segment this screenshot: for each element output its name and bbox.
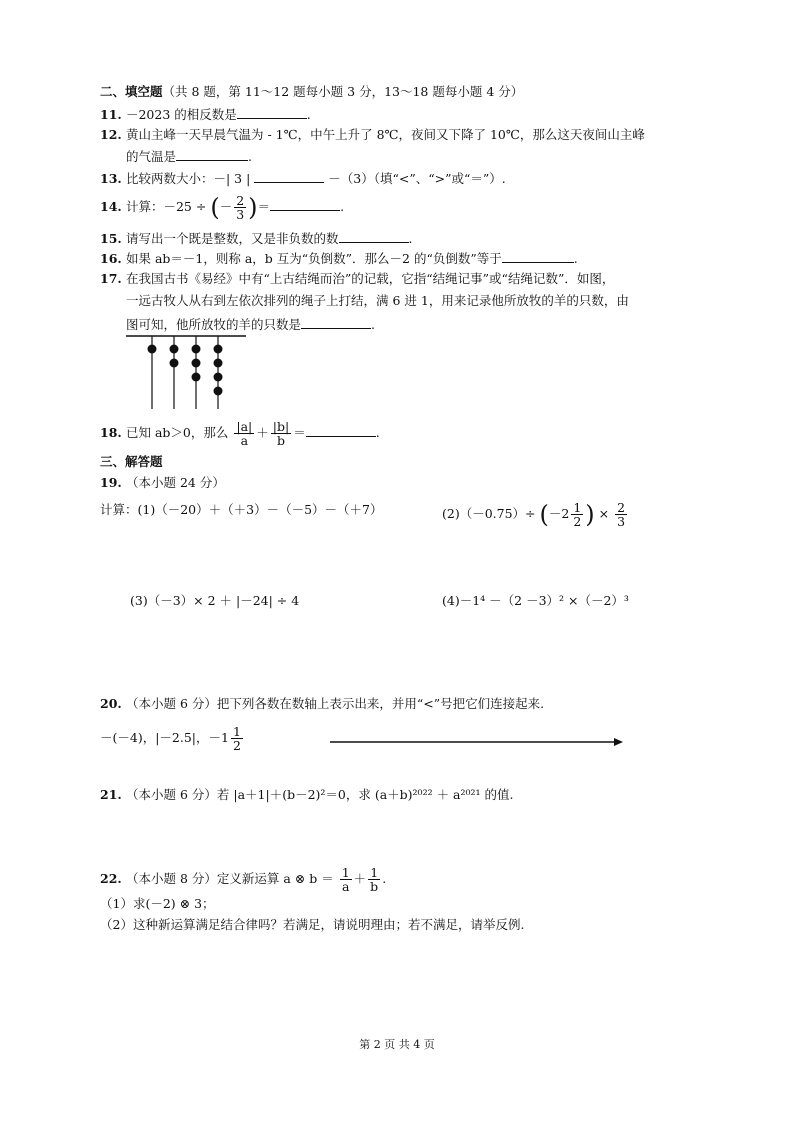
q20-text: 把下列各数在数轴上表示出来，并用“<”号把它们连接起来. bbox=[216, 696, 545, 711]
section-3-title: 三、解答题 bbox=[100, 454, 163, 469]
q19-part2: (2)（－0.75）÷ (－2 $\frac{1}{2}$ ) × $\frac{2}{3}$ bbox=[442, 500, 626, 529]
section-2-title: 二、填空题 bbox=[100, 84, 163, 99]
q14-answer-blank bbox=[270, 196, 340, 211]
q22-sub2: （2）这种新运算满足结合律吗？若满足，请说明理由；若不满足，请举反例. bbox=[100, 917, 525, 932]
q18-plus: ＋ bbox=[256, 425, 269, 440]
q17-end: . bbox=[371, 317, 375, 332]
section-2-note: （共 8 题，第 11～12 题每小题 3 分，13～18 题每小题 4 分） bbox=[162, 84, 524, 99]
q14-equals: ＝ bbox=[257, 199, 271, 214]
question-17-line3 bbox=[126, 314, 375, 334]
q19-part2-pre: (2)（－0.75）÷ bbox=[442, 506, 536, 521]
q17-text-line1: 在我国古书《易经》中有“上古结绳而治”的记载，它指“结绳记事”或“结绳记数”．如图， bbox=[125, 271, 615, 286]
knot bbox=[192, 359, 201, 368]
question-13 bbox=[100, 168, 506, 188]
q13-number: 13. bbox=[100, 171, 122, 186]
q18-answer-blank bbox=[306, 422, 376, 437]
knot bbox=[148, 345, 157, 354]
q12-answer-blank bbox=[176, 146, 248, 161]
q12-number: 12. bbox=[100, 127, 122, 142]
q21-text: 若 |a＋1|＋(b－2)²＝0，求 (a＋b)²⁰²² ＋ a²⁰²¹ 的值. bbox=[216, 787, 514, 802]
q17-text-line2: 一远古牧人从右到左依次排列的绳子上打结，满 6 进 1，用来记录他所放牧的羊的只数，由 bbox=[126, 293, 629, 308]
q15-text: 请写出一个既是整数，又是非负数的数 bbox=[125, 231, 339, 246]
q18-fraction-a: $\frac{|a|}{a}$ bbox=[236, 419, 253, 448]
q22-note: （本小题 8 分） bbox=[125, 871, 217, 886]
knot bbox=[192, 373, 201, 382]
q20-note: （本小题 6 分） bbox=[125, 696, 217, 711]
q19-part2-fraction: $\frac{1}{2}$ bbox=[573, 500, 582, 529]
q21-note: （本小题 6 分） bbox=[125, 787, 217, 802]
knot bbox=[214, 345, 223, 354]
q17-number: 17. bbox=[100, 271, 122, 286]
question-16 bbox=[100, 248, 578, 268]
question-18 bbox=[100, 420, 380, 447]
q16-end: . bbox=[573, 251, 578, 266]
q14-fraction: $\frac{2}{3}$ bbox=[236, 193, 245, 222]
q16-text: 如果 ab＝－1，则称 a，b 互为“负倒数”．那么－2 的“负倒数”等于 bbox=[125, 251, 502, 266]
knotted-rope-figure bbox=[124, 332, 254, 412]
q12-end: . bbox=[248, 149, 252, 164]
q19-note: （本小题 24 分） bbox=[125, 475, 225, 490]
question-14: 14. 计算：－25 ÷ (－ $\frac{2}{3}$ )＝ . bbox=[100, 193, 345, 222]
q20-values-text: －(－4)，|－2.5|，－1 bbox=[100, 730, 229, 745]
knot bbox=[192, 345, 201, 354]
question-21 bbox=[100, 786, 513, 804]
q22-plus: ＋ bbox=[353, 871, 367, 886]
question-19-header bbox=[100, 474, 225, 492]
q14-number: 14. bbox=[100, 199, 122, 214]
q11-number: 11. bbox=[100, 107, 122, 122]
knot bbox=[170, 345, 179, 354]
q15-number: 15. bbox=[100, 231, 122, 246]
q20-number: 20. bbox=[100, 696, 122, 711]
q20-fraction: $\frac{1}{2}$ bbox=[232, 724, 241, 753]
question-17-line2 bbox=[126, 292, 629, 310]
q14-pre: 计算：－25 ÷ bbox=[125, 199, 207, 214]
page-footer: 第 2 页 共 4 页 bbox=[359, 1038, 435, 1051]
knot bbox=[214, 373, 223, 382]
q19-part1: 计算：(1)（－20）＋（＋3）－（－5）－（＋7） bbox=[100, 502, 383, 517]
q22-number: 22. bbox=[100, 871, 122, 886]
q19-part3: (3)（－3）× 2 ＋ |－24| ÷ 4 bbox=[130, 593, 300, 608]
q13-mid: －（3）（填“<”、“>”或“＝”）. bbox=[328, 171, 506, 186]
q15-answer-blank bbox=[339, 228, 409, 243]
q22-sub1: （1）求(－2) ⊗ 3； bbox=[100, 896, 215, 911]
q20-values bbox=[100, 725, 245, 752]
q22-fraction-b: $\frac{1}{b}$ bbox=[370, 865, 379, 894]
question-20 bbox=[100, 695, 544, 713]
q13-answer-blank bbox=[254, 168, 324, 183]
q18-pre: 已知 ab＞0，那么 bbox=[125, 425, 229, 440]
q19-number: 19. bbox=[100, 475, 122, 490]
q12-text-line2: 的气温是 bbox=[126, 149, 177, 164]
q13-pre: 比较两数大小：－| 3 | bbox=[125, 171, 251, 186]
q19-part2-times: × bbox=[598, 506, 610, 521]
number-line-axis bbox=[330, 736, 624, 748]
q15-end: . bbox=[408, 231, 413, 246]
q18-fraction-b: $\frac{|b|}{b}$ bbox=[272, 419, 290, 448]
q17-answer-blank bbox=[301, 314, 371, 329]
q22-end: . bbox=[382, 871, 387, 886]
knot bbox=[214, 359, 223, 368]
q16-number: 16. bbox=[100, 251, 122, 266]
q11-text: －2023 的相反数是 bbox=[125, 107, 237, 122]
q12-text-line1: 黄山主峰一天早晨气温为 - 1℃，中午上升了 8℃，夜间又下降了 10℃，那么这天夜间山主峰 bbox=[125, 127, 645, 142]
q11-answer-blank bbox=[237, 104, 307, 119]
section-2-header bbox=[100, 83, 523, 101]
question-17-line1 bbox=[100, 270, 614, 288]
question-11 bbox=[100, 104, 311, 124]
question-12-line1 bbox=[100, 126, 645, 144]
q22-fraction-a: $\frac{1}{a}$ bbox=[341, 865, 350, 894]
q19-part4: (4)－1⁴ －（2 －3）² ×（－2）³ bbox=[442, 593, 629, 608]
knot bbox=[214, 387, 223, 396]
q17-text-line3: 图可知，他所放牧的羊的只数是 bbox=[126, 317, 302, 332]
knot bbox=[170, 359, 179, 368]
q21-number: 21. bbox=[100, 787, 122, 802]
arrow-head-icon bbox=[614, 738, 623, 746]
question-15 bbox=[100, 228, 412, 248]
q11-end: . bbox=[306, 107, 311, 122]
q18-end: . bbox=[375, 425, 380, 440]
q18-equals: ＝ bbox=[293, 425, 306, 440]
q19-part2-fraction-2: $\frac{2}{3}$ bbox=[617, 500, 626, 529]
question-12-line2 bbox=[126, 146, 252, 166]
q16-answer-blank bbox=[502, 248, 574, 263]
question-22 bbox=[100, 866, 386, 893]
q14-end: . bbox=[340, 199, 345, 214]
q18-number: 18. bbox=[100, 425, 122, 440]
q19-part2-whole: －2 bbox=[548, 506, 570, 521]
q22-pre: 定义新运算 a ⊗ b ＝ bbox=[216, 871, 334, 886]
